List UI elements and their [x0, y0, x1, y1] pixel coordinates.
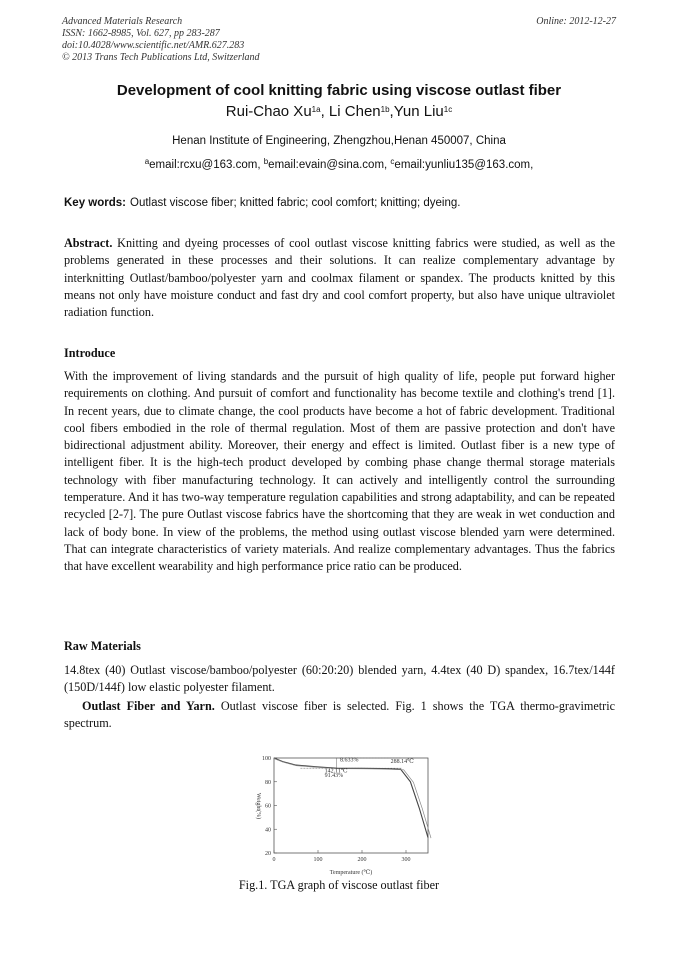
- raw-materials-paragraph: 14.8tex (40) Outlast viscose/bamboo/polyester (60:20:20) blended yarn, 4.4tex (40 D) spandex, 16.7tex/144f (150D/144f) low elastic polyester filament.: [64, 663, 615, 695]
- x-tick-label: 0: [272, 857, 276, 863]
- abstract-label: Abstract.: [64, 236, 113, 250]
- y-tick-label: 80: [265, 779, 271, 786]
- email-link[interactable]: email:rcxu@163.com,: [149, 159, 264, 171]
- abstract-text: Knitting and dyeing processes of cool outlast viscose knitting fabrics were studied, as well as the problems generated in these processes and their solutions. It can realize complementary advantage by interknitting Outlast/bamboo/polyester yarn and coolmax filament or spandex. The products knitted by this means not only have moisture conduct and fast dry and cool comfort property, but also have unique ultraviolet radiation function.: [64, 236, 616, 320]
- x-tick-label: 100: [313, 857, 323, 863]
- introduce-paragraph: With the improvement of living standards and the pursuit of high quality of life, people put forward higher requirements on clothing. And pursuit of comfort and functionality has become textile and clothing's trend [1]. In recent years, due to climate change, the cool products have become a hot of fabric development. Traditional cool fibers embodied in the role of thermal regulation. Most of them are passive protection and don't have bidirectional adjustment ability. Moreover, their energy and effect is limited. Outlast fiber is a new type of intelligent fiber. It is the high-tech product developed by combing phase change thermal storage materials technology with fiber manufacturing technology. It can actively and intelligently control the surrounding temperature. And it has two-way temperature regulation capabilities and strong adaptability, and can be repeated recycled [2-7]. The pure Outlast viscose fabrics have the shortcoming that they are weak in wet conduction and lack of body bone. In view of the problems, the method using outlast viscose blended yarn were determined. That can integrate characteristics of variety materials. And realize complementary advantages. Thus the fabrics that have excellent wearability and high performance price ratio can be produced.: [64, 369, 615, 574]
- y-tick-label: 60: [265, 803, 271, 810]
- copyright-line: © 2013 Trans Tech Publications Ltd, Switzerland: [62, 52, 260, 63]
- journal-name: Advanced Materials Research: [62, 16, 183, 27]
- affiliation: Henan Institute of Engineering, Zhengzhou,Henan 450007, China: [172, 135, 506, 147]
- tga-series-line: [274, 758, 428, 838]
- section-heading-raw-materials: Raw Materials: [64, 639, 141, 653]
- plot-frame: [274, 758, 428, 853]
- outlast-text: Outlast viscose fiber is selected. Fig. 1 shows the TGA thermo-gravimetric spectrum.: [64, 699, 616, 731]
- outlast-label: Outlast Fiber and Yarn.: [82, 699, 215, 713]
- author-sup: 1b: [380, 105, 390, 114]
- author-sup: 1a: [311, 105, 321, 114]
- online-date: Online: 2012-12-27: [536, 16, 616, 27]
- issn-line: ISSN: 1662-8985, Vol. 627, pp 283-287: [62, 28, 220, 39]
- keywords-label: Key words:: [64, 197, 126, 209]
- keywords-text: Outlast viscose fiber; knitted fabric; cool comfort; knitting; dyeing.: [130, 197, 461, 209]
- email-link[interactable]: email:evain@sina.com,: [268, 159, 391, 171]
- tga-series-line-secondary: [274, 759, 431, 839]
- email-list: $^a$email:rcxu@163.com, $^b$email:evain@sina.com, $^c$email:yunliu135@163.com,: [144, 157, 534, 171]
- tga-chart: [246, 752, 436, 878]
- outlast-paragraph: [64, 698, 615, 733]
- doi-line: doi:10.4028/www.scientific.net/AMR.627.283: [62, 40, 245, 51]
- author-sup: 1c: [443, 105, 453, 114]
- abstract: [64, 235, 615, 321]
- y-tick-label: 100: [262, 756, 271, 762]
- chart-annotation: 91.43%: [324, 773, 344, 779]
- x-tick-label: 300: [401, 857, 411, 863]
- x-tick-label: 200: [357, 857, 367, 863]
- author-name: Yun Liu: [393, 103, 444, 120]
- chart-annotation: 8.633%: [340, 757, 359, 764]
- keywords: [64, 197, 460, 209]
- author-name: Rui-Chao Xu: [225, 103, 312, 120]
- chart-annotation: 288.14℃: [390, 758, 414, 765]
- author-list: Rui-Chao $Xu^{1a}$, Li Chen$^{1b}$,Yun Liu$^{1c}$: [225, 103, 453, 120]
- email-link[interactable]: email:yunliu135@163.com,: [394, 159, 534, 171]
- author-name: Li Chen: [328, 103, 381, 120]
- paper-title: Development of cool knitting fabric using viscose outlast fiber: [116, 82, 562, 99]
- figure-caption: Fig.1. TGA graph of viscose outlast fiber: [238, 878, 440, 892]
- journal-header: [62, 16, 616, 64]
- y-tick-label: 40: [265, 827, 271, 834]
- chart-annotation: 142.11℃: [324, 768, 348, 775]
- section-heading-introduce: Introduce: [64, 346, 116, 360]
- y-tick-label: 20: [265, 851, 271, 857]
- y-axis-label: Weight(%): [255, 792, 261, 820]
- x-axis-label: Temperature (℃): [329, 870, 373, 876]
